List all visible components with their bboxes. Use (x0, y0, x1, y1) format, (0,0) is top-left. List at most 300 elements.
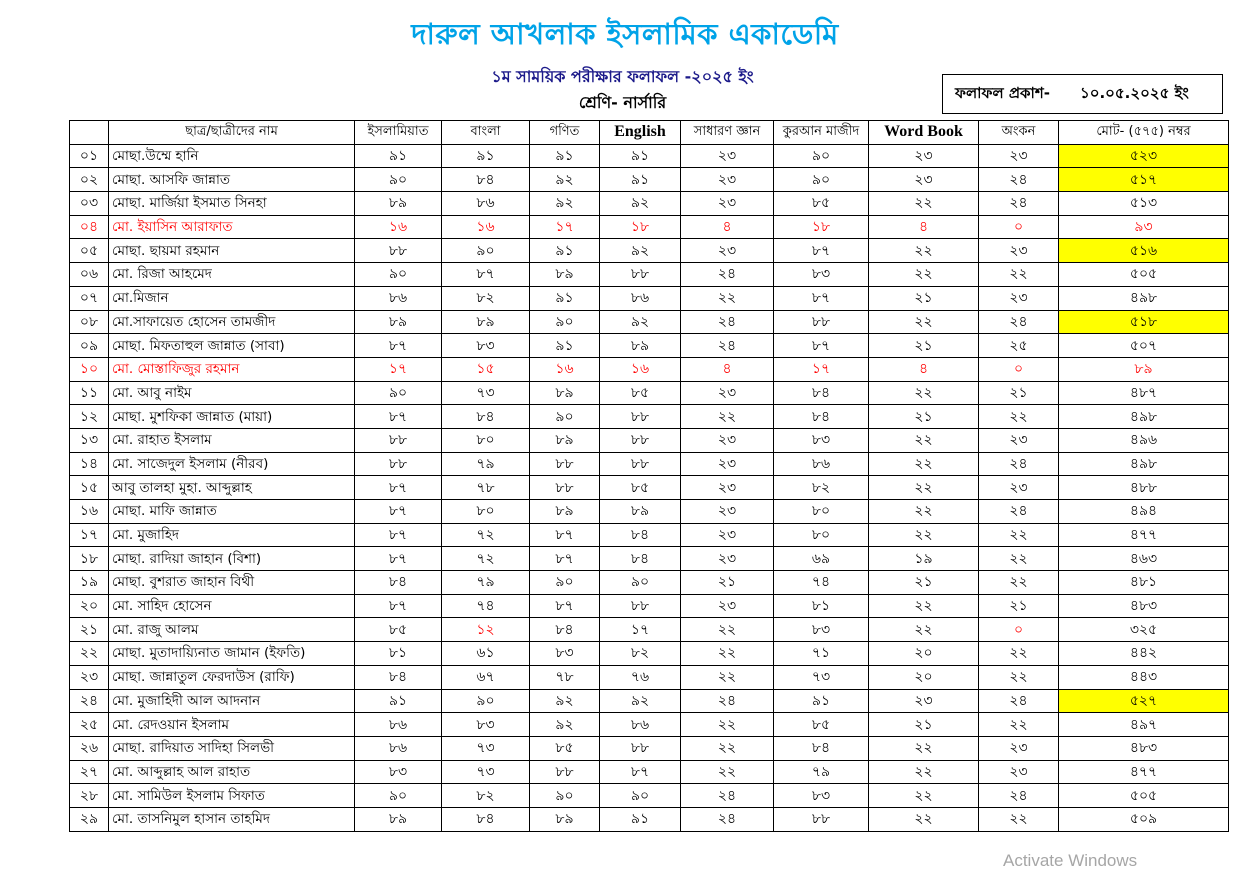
cell-roll: ০৫ (70, 239, 109, 263)
cell-name: মো. মোস্তাফিজুর রহমান (109, 357, 355, 381)
col-name: ছাত্র/ছাত্রীদের নাম (109, 121, 355, 145)
table-row (70, 334, 1229, 358)
cell-english: ৮৭ (600, 760, 681, 784)
cell-roll: ২০ (70, 594, 109, 618)
cell-bangla: ৭৪ (442, 594, 530, 618)
cell-wordbook: ২৩ (869, 689, 979, 713)
cell-english: ৮৮ (600, 405, 681, 429)
class-label: শ্রেণি- নার্সারি (578, 93, 667, 112)
cell-gk: ২৩ (681, 547, 774, 571)
cell-quran: ৮৩ (774, 428, 869, 452)
cell-bangla: ৮৪ (442, 168, 530, 192)
cell-name: মো. রেদওয়ান ইসলাম (109, 713, 355, 737)
cell-islamiyat: ৯০ (355, 263, 442, 287)
cell-bangla: ৮৪ (442, 807, 530, 831)
cell-roll: ২৭ (70, 760, 109, 784)
cell-bangla: ৮৪ (442, 405, 530, 429)
table-row (70, 263, 1229, 287)
cell-wordbook: ২২ (869, 239, 979, 263)
cell-bangla: ৬৭ (442, 665, 530, 689)
cell-english: ৮২ (600, 642, 681, 666)
cell-name: মো. সামিউল ইসলাম সিফাত (109, 784, 355, 808)
cell-drawing: ২৩ (979, 144, 1059, 168)
cell-english: ৯২ (600, 689, 681, 713)
table-row (70, 665, 1229, 689)
cell-english: ৯১ (600, 807, 681, 831)
cell-drawing: ২১ (979, 381, 1059, 405)
cell-total: ৫০৭ (1059, 334, 1229, 358)
cell-english: ৯১ (600, 168, 681, 192)
cell-drawing: ২৩ (979, 476, 1059, 500)
cell-gk: ২১ (681, 571, 774, 595)
cell-name: মো. মুজাহিদ (109, 523, 355, 547)
cell-total: ৮৯ (1059, 357, 1229, 381)
cell-quran: ৮২ (774, 476, 869, 500)
cell-wordbook: ২২ (869, 263, 979, 287)
cell-math: ৮৯ (530, 807, 600, 831)
cell-drawing: ২২ (979, 571, 1059, 595)
cell-bangla: ১৫ (442, 357, 530, 381)
cell-name: মো. আব্দুল্লাহ আল রাহাত (109, 760, 355, 784)
cell-wordbook: ২১ (869, 713, 979, 737)
cell-gk: ২৪ (681, 334, 774, 358)
cell-total: ৫২৭ (1059, 689, 1229, 713)
cell-english: ৮৮ (600, 452, 681, 476)
cell-islamiyat: ৮৮ (355, 452, 442, 476)
cell-english: ১৮ (600, 215, 681, 239)
cell-quran: ৮৩ (774, 618, 869, 642)
cell-name: মোছা. ছায়মা রহমান (109, 239, 355, 263)
table-row (70, 500, 1229, 524)
cell-islamiyat: ৮৩ (355, 760, 442, 784)
cell-drawing: ২৪ (979, 192, 1059, 216)
cell-drawing: ২৩ (979, 428, 1059, 452)
table-row (70, 428, 1229, 452)
table-row (70, 144, 1229, 168)
cell-roll: ২১ (70, 618, 109, 642)
cell-english: ৯২ (600, 239, 681, 263)
cell-wordbook: ২২ (869, 428, 979, 452)
cell-gk: ২২ (681, 736, 774, 760)
cell-gk: ২২ (681, 405, 774, 429)
cell-math: ৯১ (530, 239, 600, 263)
cell-math: ৯১ (530, 144, 600, 168)
cell-bangla: ৮৯ (442, 310, 530, 334)
cell-english: ৮৯ (600, 334, 681, 358)
cell-gk: ২২ (681, 713, 774, 737)
cell-bangla: ৭৩ (442, 760, 530, 784)
col-bangla: বাংলা (442, 121, 530, 145)
table-row (70, 452, 1229, 476)
cell-total: ৪৯৮ (1059, 286, 1229, 310)
cell-math: ৯০ (530, 310, 600, 334)
cell-math: ৮৫ (530, 736, 600, 760)
cell-drawing: ২৫ (979, 334, 1059, 358)
cell-quran: ১৭ (774, 357, 869, 381)
cell-drawing: ২২ (979, 713, 1059, 737)
cell-english: ৭৬ (600, 665, 681, 689)
cell-drawing: ২২ (979, 547, 1059, 571)
cell-quran: ৬৯ (774, 547, 869, 571)
cell-wordbook: ৪ (869, 357, 979, 381)
cell-name: মো. রিজা আহমেদ (109, 263, 355, 287)
cell-wordbook: ২৩ (869, 168, 979, 192)
cell-bangla: ৯১ (442, 144, 530, 168)
cell-gk: ২২ (681, 665, 774, 689)
cell-drawing: ২২ (979, 405, 1059, 429)
cell-wordbook: ২১ (869, 571, 979, 595)
cell-islamiyat: ৮৫ (355, 618, 442, 642)
cell-quran: ৭৯ (774, 760, 869, 784)
cell-wordbook: ২২ (869, 784, 979, 808)
cell-islamiyat: ৮৪ (355, 571, 442, 595)
table-row (70, 618, 1229, 642)
cell-math: ৮৯ (530, 500, 600, 524)
cell-quran: ৮৫ (774, 192, 869, 216)
cell-wordbook: ২২ (869, 476, 979, 500)
cell-islamiyat: ৮৪ (355, 665, 442, 689)
cell-math: ১৭ (530, 215, 600, 239)
cell-islamiyat: ৮৭ (355, 405, 442, 429)
cell-drawing: ০ (979, 618, 1059, 642)
cell-name: মো. রাহাত ইসলাম (109, 428, 355, 452)
cell-total: ৫১৬ (1059, 239, 1229, 263)
cell-english: ৮৬ (600, 286, 681, 310)
cell-bangla: ৯০ (442, 239, 530, 263)
cell-roll: ০৮ (70, 310, 109, 334)
cell-total: ৫১৭ (1059, 168, 1229, 192)
table-row (70, 807, 1229, 831)
cell-quran: ৮৭ (774, 334, 869, 358)
cell-gk: ২৪ (681, 263, 774, 287)
cell-drawing: ২৩ (979, 286, 1059, 310)
cell-islamiyat: ৯০ (355, 168, 442, 192)
table-row (70, 689, 1229, 713)
cell-total: ৪৭৭ (1059, 523, 1229, 547)
cell-name: মোছা. বুশরাত জাহান বিথী (109, 571, 355, 595)
table-row (70, 713, 1229, 737)
cell-islamiyat: ৮৭ (355, 334, 442, 358)
cell-drawing: ২১ (979, 594, 1059, 618)
cell-wordbook: ২০ (869, 665, 979, 689)
cell-name: মো. সাজেদুল ইসলাম (নীরব) (109, 452, 355, 476)
cell-english: ১৭ (600, 618, 681, 642)
cell-name: মো. ইয়াসিন আরাফাত (109, 215, 355, 239)
cell-quran: ৭৩ (774, 665, 869, 689)
cell-drawing: ২৪ (979, 310, 1059, 334)
cell-gk: ২৩ (681, 192, 774, 216)
cell-total: ৫০৫ (1059, 784, 1229, 808)
cell-drawing: ২৪ (979, 689, 1059, 713)
cell-bangla: ১২ (442, 618, 530, 642)
cell-math: ৯১ (530, 334, 600, 358)
cell-islamiyat: ৮১ (355, 642, 442, 666)
cell-wordbook: ২১ (869, 286, 979, 310)
header-row (70, 121, 1229, 145)
result-date-label: ফলাফল প্রকাশ- (955, 83, 1050, 102)
cell-gk: ২৩ (681, 144, 774, 168)
cell-english: ৯১ (600, 144, 681, 168)
cell-math: ৯০ (530, 784, 600, 808)
cell-quran: ৮৪ (774, 736, 869, 760)
cell-bangla: ৮৩ (442, 713, 530, 737)
cell-roll: ২৪ (70, 689, 109, 713)
cell-gk: ২২ (681, 618, 774, 642)
cell-bangla: ৮৩ (442, 334, 530, 358)
cell-wordbook: ২৩ (869, 144, 979, 168)
cell-math: ৯০ (530, 405, 600, 429)
cell-gk: ২৩ (681, 381, 774, 405)
cell-bangla: ৮৭ (442, 263, 530, 287)
col-math: গণিত (530, 121, 600, 145)
cell-english: ৯২ (600, 192, 681, 216)
table-row (70, 215, 1229, 239)
cell-gk: ৪ (681, 215, 774, 239)
cell-drawing: ২৪ (979, 784, 1059, 808)
cell-bangla: ৭২ (442, 523, 530, 547)
cell-english: ১৬ (600, 357, 681, 381)
cell-islamiyat: ৮৭ (355, 476, 442, 500)
table-row (70, 310, 1229, 334)
cell-drawing: ২২ (979, 665, 1059, 689)
cell-math: ৭৮ (530, 665, 600, 689)
cell-total: ৪৬৩ (1059, 547, 1229, 571)
cell-name: আবু তালহা মুহা. আব্দুল্লাহ (109, 476, 355, 500)
table-row (70, 642, 1229, 666)
cell-total: ৪৯৪ (1059, 500, 1229, 524)
cell-gk: ২৪ (681, 689, 774, 713)
cell-bangla: ৭৯ (442, 452, 530, 476)
cell-name: মো. মুজাহিদী আল আদনান (109, 689, 355, 713)
cell-islamiyat: ৮৭ (355, 547, 442, 571)
cell-english: ৯০ (600, 784, 681, 808)
cell-quran: ৮৪ (774, 381, 869, 405)
cell-total: ৪৯৬ (1059, 428, 1229, 452)
cell-bangla: ৯০ (442, 689, 530, 713)
cell-math: ৮৯ (530, 428, 600, 452)
cell-total: ৪৮৩ (1059, 736, 1229, 760)
cell-islamiyat: ৯০ (355, 381, 442, 405)
cell-quran: ৮৩ (774, 784, 869, 808)
cell-roll: ১৯ (70, 571, 109, 595)
cell-bangla: ৭৮ (442, 476, 530, 500)
cell-bangla: ৮২ (442, 286, 530, 310)
result-date-value: ১০.০৫.২০২৫ ইং (1080, 83, 1189, 102)
exam-subtitle: ১ম সাময়িক পরীক্ষার ফলাফল -২০২৫ ইং (491, 67, 754, 86)
cell-total: ৫১৮ (1059, 310, 1229, 334)
cell-roll: ১৪ (70, 452, 109, 476)
cell-total: ৫১৩ (1059, 192, 1229, 216)
table-row (70, 381, 1229, 405)
cell-roll: ২৩ (70, 665, 109, 689)
cell-math: ৯২ (530, 192, 600, 216)
cell-quran: ৯০ (774, 144, 869, 168)
cell-gk: ২৪ (681, 784, 774, 808)
cell-quran: ১৮ (774, 215, 869, 239)
table-row (70, 736, 1229, 760)
cell-roll: ১৭ (70, 523, 109, 547)
cell-gk: ২৪ (681, 807, 774, 831)
cell-total: ৩২৫ (1059, 618, 1229, 642)
col-roll (70, 121, 109, 145)
col-islamiyat: ইসলামিয়াত (355, 121, 442, 145)
cell-islamiyat: ৮৭ (355, 500, 442, 524)
cell-wordbook: ২২ (869, 452, 979, 476)
cell-math: ১৬ (530, 357, 600, 381)
cell-name: মোছা. মিফতাহুল জান্নাত (সাবা) (109, 334, 355, 358)
col-wordbook: Word Book (869, 121, 979, 145)
cell-gk: ২৩ (681, 500, 774, 524)
cell-english: ৮৪ (600, 523, 681, 547)
cell-gk: ২২ (681, 286, 774, 310)
cell-wordbook: ২০ (869, 642, 979, 666)
cell-bangla: ৮২ (442, 784, 530, 808)
cell-islamiyat: ৮৮ (355, 428, 442, 452)
academy-title: দারুল আখলাক ইসলামিক একাডেমি (411, 17, 839, 51)
cell-total: ৪৪২ (1059, 642, 1229, 666)
cell-math: ৮৭ (530, 547, 600, 571)
cell-math: ৮৮ (530, 452, 600, 476)
cell-english: ৮৮ (600, 736, 681, 760)
cell-quran: ৮৩ (774, 263, 869, 287)
col-gk: সাধারণ জ্ঞান (681, 121, 774, 145)
cell-wordbook: ২২ (869, 736, 979, 760)
cell-islamiyat: ৮৬ (355, 713, 442, 737)
table-row (70, 594, 1229, 618)
cell-wordbook: ১৯ (869, 547, 979, 571)
cell-quran: ৮৪ (774, 405, 869, 429)
cell-name: মোছা. মুশফিকা জান্নাত (মায়া) (109, 405, 355, 429)
cell-name: মো. তাসনিমুল হাসান তাহমিদ (109, 807, 355, 831)
cell-total: ৫০৫ (1059, 263, 1229, 287)
cell-wordbook: ২২ (869, 500, 979, 524)
cell-math: ৯০ (530, 571, 600, 595)
cell-wordbook: ২২ (869, 310, 979, 334)
cell-wordbook: ২২ (869, 807, 979, 831)
cell-roll: ০১ (70, 144, 109, 168)
cell-english: ৮৫ (600, 381, 681, 405)
cell-roll: ২২ (70, 642, 109, 666)
cell-name: মোছা. জান্নাতুল ফেরদাউস (রাফি) (109, 665, 355, 689)
cell-english: ৮৬ (600, 713, 681, 737)
cell-bangla: ৭৯ (442, 571, 530, 595)
cell-islamiyat: ৮৬ (355, 736, 442, 760)
cell-gk: ২২ (681, 760, 774, 784)
cell-name: মোছা.উম্মে হানি (109, 144, 355, 168)
cell-total: ৯৩ (1059, 215, 1229, 239)
cell-bangla: ৭২ (442, 547, 530, 571)
cell-total: ৪৯৭ (1059, 713, 1229, 737)
cell-quran: ৮৭ (774, 239, 869, 263)
cell-wordbook: ২২ (869, 594, 979, 618)
cell-math: ৮৮ (530, 476, 600, 500)
cell-islamiyat: ১৭ (355, 357, 442, 381)
cell-drawing: ২৩ (979, 736, 1059, 760)
cell-quran: ৮৫ (774, 713, 869, 737)
cell-gk: ২৩ (681, 476, 774, 500)
cell-math: ৯২ (530, 713, 600, 737)
cell-drawing: ২২ (979, 263, 1059, 287)
cell-islamiyat: ৮৯ (355, 310, 442, 334)
cell-wordbook: ৪ (869, 215, 979, 239)
cell-quran: ৮৬ (774, 452, 869, 476)
results-body (70, 144, 1229, 831)
table-row (70, 784, 1229, 808)
cell-roll: ০৭ (70, 286, 109, 310)
cell-math: ৮৭ (530, 594, 600, 618)
cell-bangla: ৮৬ (442, 192, 530, 216)
cell-wordbook: ২২ (869, 618, 979, 642)
cell-name: মো.সাফায়েত হোসেন তামজীদ (109, 310, 355, 334)
cell-wordbook: ২২ (869, 760, 979, 784)
cell-english: ৮৯ (600, 500, 681, 524)
cell-name: মোছা. মার্জিয়া ইসমাত সিনহা (109, 192, 355, 216)
cell-wordbook: ২১ (869, 405, 979, 429)
cell-english: ৯০ (600, 571, 681, 595)
cell-quran: ৯০ (774, 168, 869, 192)
cell-islamiyat: ৮৮ (355, 239, 442, 263)
cell-quran: ৮১ (774, 594, 869, 618)
table-row (70, 192, 1229, 216)
cell-math: ৮৪ (530, 618, 600, 642)
cell-english: ৮৪ (600, 547, 681, 571)
cell-roll: ১৩ (70, 428, 109, 452)
cell-islamiyat: ৮৯ (355, 192, 442, 216)
table-row (70, 286, 1229, 310)
cell-gk: ২৩ (681, 523, 774, 547)
table-row (70, 571, 1229, 595)
cell-roll: ২৬ (70, 736, 109, 760)
cell-roll: ১১ (70, 381, 109, 405)
cell-islamiyat: ৮৭ (355, 594, 442, 618)
cell-total: ৫২৩ (1059, 144, 1229, 168)
cell-total: ৪৮৭ (1059, 381, 1229, 405)
cell-total: ৪৪৩ (1059, 665, 1229, 689)
cell-drawing: ২৪ (979, 500, 1059, 524)
cell-gk: ২৩ (681, 594, 774, 618)
cell-bangla: ১৬ (442, 215, 530, 239)
cell-math: ৯১ (530, 286, 600, 310)
cell-english: ৮৫ (600, 476, 681, 500)
cell-math: ৮৯ (530, 263, 600, 287)
cell-wordbook: ২১ (869, 334, 979, 358)
table-row (70, 168, 1229, 192)
cell-drawing: ২৪ (979, 168, 1059, 192)
cell-english: ৮৮ (600, 428, 681, 452)
cell-total: ৪৮৮ (1059, 476, 1229, 500)
cell-gk: ২৩ (681, 452, 774, 476)
cell-name: মো. আবু নাইম (109, 381, 355, 405)
cell-english: ৮৮ (600, 263, 681, 287)
cell-total: ৪৮১ (1059, 571, 1229, 595)
cell-drawing: ০ (979, 215, 1059, 239)
cell-roll: ০৩ (70, 192, 109, 216)
cell-english: ৯২ (600, 310, 681, 334)
cell-quran: ৮০ (774, 523, 869, 547)
cell-math: ৯২ (530, 168, 600, 192)
cell-islamiyat: ৯১ (355, 689, 442, 713)
cell-quran: ৮৮ (774, 807, 869, 831)
cell-quran: ৮০ (774, 500, 869, 524)
activate-windows-watermark: Activate Windows (1003, 851, 1138, 870)
cell-math: ৯২ (530, 689, 600, 713)
cell-name: মো. সাহিদ হোসেন (109, 594, 355, 618)
cell-name: মো. রাজু আলম (109, 618, 355, 642)
cell-bangla: ৮০ (442, 428, 530, 452)
cell-wordbook: ২২ (869, 523, 979, 547)
cell-bangla: ৭৩ (442, 381, 530, 405)
cell-gk: ২৪ (681, 310, 774, 334)
